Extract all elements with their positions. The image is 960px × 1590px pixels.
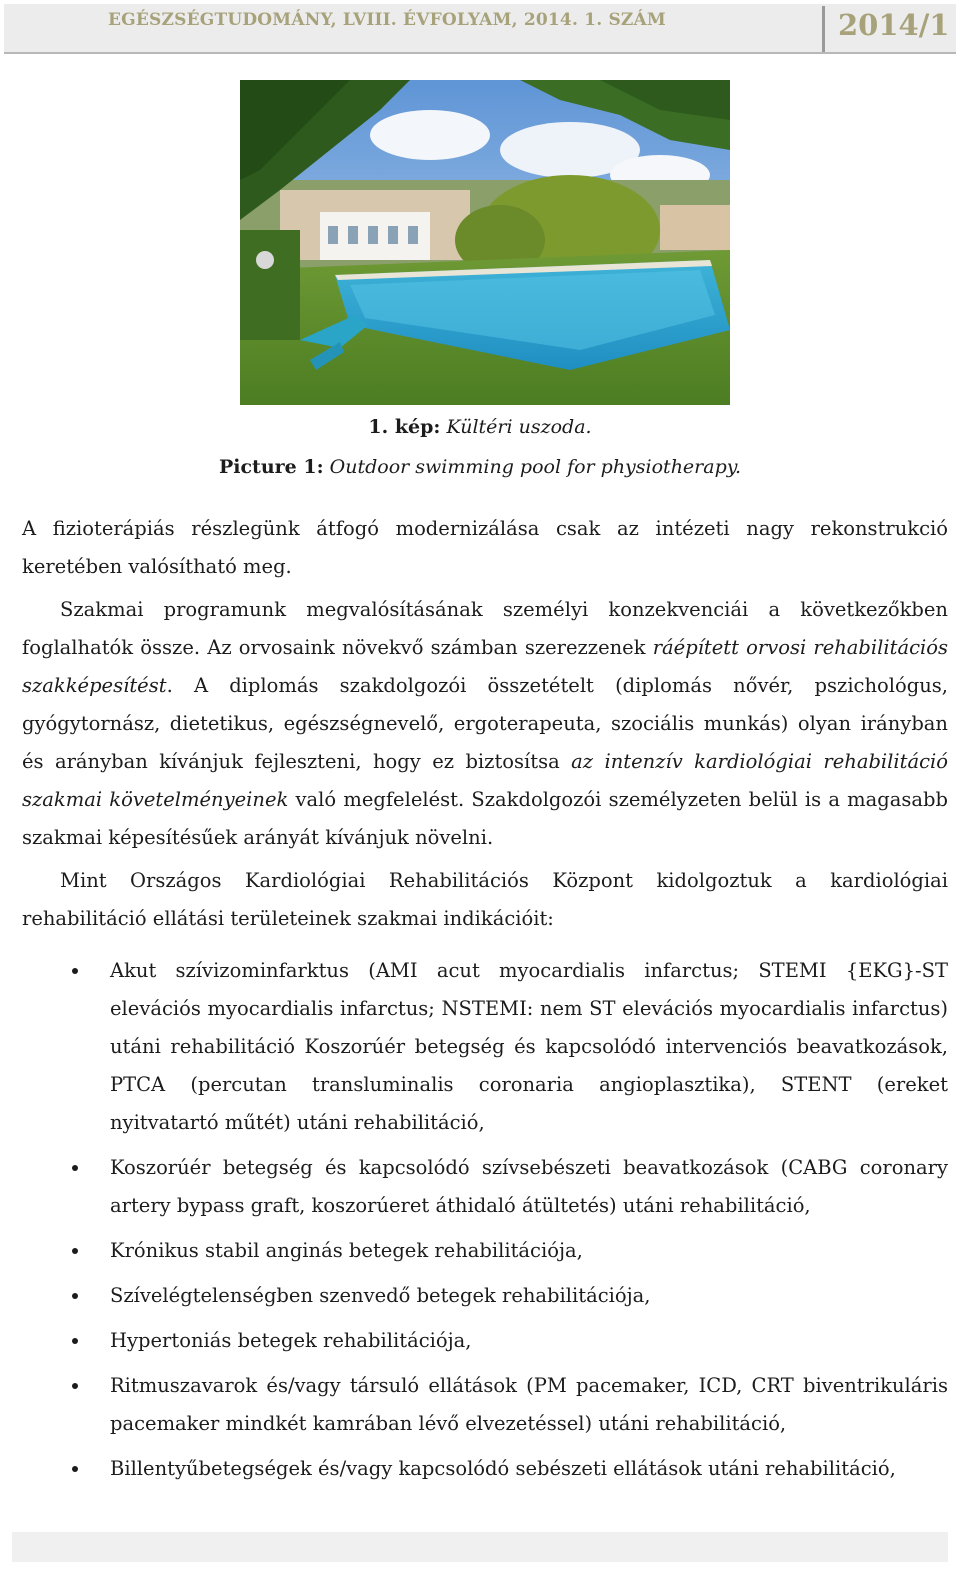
paragraph-2-text-c: . A diplomás szakdolgozói összetételt (diplomás nővér, pszichológus, gyógytornász, dietetikus, egészségnevelő, ergoterapeuta, szociális munkás) olyan irányban és arányban kívánjuk fejleszteni, hogy ez biztosítsa [22, 674, 948, 773]
list-item: Akut szívizominfarktus (AMI acut myocardialis infarctus; STEMI {EKG}-ST elevációs myocardialis infarctus; NSTEMI: nem ST elevációs myocardialis infarctus) utáni rehabilitáció Koszorúér betegség és kapcsolódó intervenciós beavatkozások, PTCA (percutan transluminalis coronaria angioplasztika), STENT (ereket nyitvatartó műtét) utáni rehabilitáció, [0, 952, 948, 1142]
bullet-icon [72, 968, 78, 974]
caption-label-en: Picture 1: [218, 456, 324, 478]
paragraph-3-text: Mint Országos Kardiológiai Rehabilitációs Központ kidolgoztuk a kardiológiai rehabilitáció ellátási területeinek szakmai indikációit: [22, 869, 948, 930]
indication-list [0, 952, 960, 1495]
journal-title: EGÉSZSÉGTUDOMÁNY, LVIII. ÉVFOLYAM, 2014. 1. SZÁM [108, 10, 666, 30]
page-footer-bar [12, 1532, 948, 1562]
paragraph-2-emphasis-1: ráépített orvosi rehabilitációs szakképesítést [22, 636, 948, 697]
list-item: Szívelégtelenségben szenvedő betegek rehabilitációja, [0, 1277, 948, 1315]
bullet-icon [72, 1338, 78, 1344]
bullet-icon [72, 1383, 78, 1389]
paragraph-2-text-a: Szakmai programunk megvalósításának személyi konzekvenciái a következőkben foglalhatók össze. Az orvosaink növekvő számban szerezzenek [22, 598, 948, 659]
paragraph-3 [22, 862, 948, 938]
caption-text-en: Outdoor swimming pool for physiotherapy. [329, 456, 741, 478]
paragraph-1 [22, 510, 948, 586]
bullet-icon [72, 1248, 78, 1254]
figure-caption-en [0, 456, 960, 478]
list-item: Hypertoniás betegek rehabilitációja, [0, 1322, 948, 1360]
bullet-icon [72, 1466, 78, 1472]
list-item: Krónikus stabil anginás betegek rehabilitációja, [0, 1232, 948, 1270]
list-item: Koszorúér betegség és kapcsolódó szívsebészeti beavatkozások (CABG coronary artery bypass graft, koszorúeret áthidaló átültetés) utáni rehabilitáció, [0, 1149, 948, 1225]
pool-photo [240, 80, 730, 405]
issue-number: 2014/1 [838, 8, 950, 42]
caption-text-hu: Kültéri uszoda. [446, 416, 592, 438]
figure-caption-hu [0, 416, 960, 438]
paragraph-2 [22, 591, 948, 857]
paragraph-1-text: A fizioterápiás részlegünk átfogó modernizálása csak az intézeti nagy rekonstrukció keretében valósítható meg. [22, 517, 948, 578]
header-rule [4, 52, 956, 54]
header-separator [822, 6, 825, 52]
caption-label-hu: 1. kép: [368, 416, 441, 438]
paragraph-2-emphasis-2: az intenzív kardiológiai rehabilitáció szakmai követelményeinek [22, 750, 948, 811]
list-item: Ritmuszavarok és/vagy társuló ellátások (PM pacemaker, ICD, CRT biventrikuláris pacemaker mindkét kamrában lévő elvezetéssel) utáni rehabilitáció, [0, 1367, 948, 1443]
list-item: Billentyűbetegségek és/vagy kapcsolódó sebészeti ellátások utáni rehabilitáció, [0, 1450, 948, 1488]
bullet-icon [72, 1165, 78, 1171]
bullet-icon [72, 1293, 78, 1299]
paragraph-2-text-e: való megfelelést. Szakdolgozói személyzeten belül is a magasabb szakmai képesítésűek arányát kívánjuk növelni. [22, 788, 948, 849]
